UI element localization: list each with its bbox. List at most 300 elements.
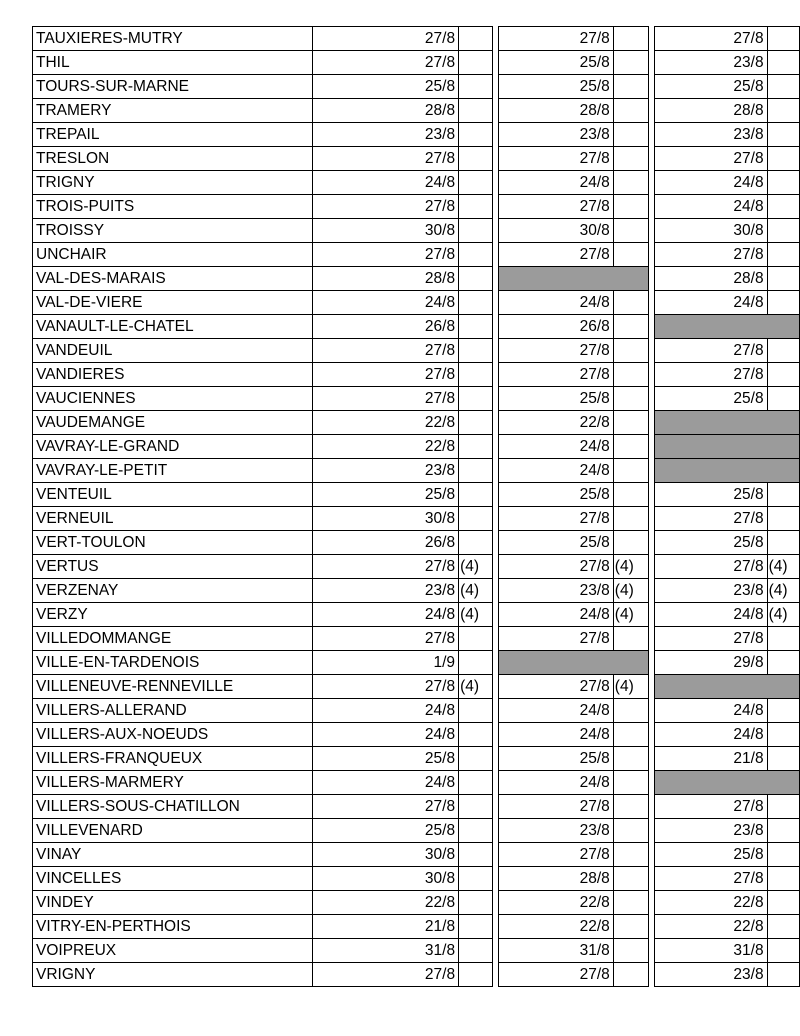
commune-name: VITRY-EN-PERTHOIS bbox=[33, 915, 313, 939]
commune-name: VERZENAY bbox=[33, 579, 313, 603]
table-row bbox=[33, 627, 800, 651]
note-cell-3 bbox=[767, 75, 799, 99]
date-cell-2: 24/8 bbox=[499, 603, 614, 627]
date-cell-1: 27/8 bbox=[313, 147, 459, 171]
note-cell-3 bbox=[767, 939, 799, 963]
table-row bbox=[33, 315, 800, 339]
date-cell-2: 23/8 bbox=[499, 123, 614, 147]
note-cell-2 bbox=[613, 699, 648, 723]
table-row bbox=[33, 51, 800, 75]
date-cell-2: 27/8 bbox=[499, 195, 614, 219]
note-cell-1 bbox=[459, 51, 493, 75]
commune-name: TOURS-SUR-MARNE bbox=[33, 75, 313, 99]
note-cell-3 bbox=[767, 699, 799, 723]
note-cell-3 bbox=[767, 27, 799, 51]
date-cell-2: 22/8 bbox=[499, 915, 614, 939]
note-cell-2 bbox=[613, 75, 648, 99]
note-cell-2 bbox=[613, 195, 648, 219]
note-cell-2 bbox=[613, 747, 648, 771]
date-cell-2: 25/8 bbox=[499, 483, 614, 507]
note-cell-2 bbox=[613, 171, 648, 195]
note-cell-2 bbox=[613, 843, 648, 867]
note-cell-3 bbox=[767, 123, 799, 147]
date-cell-1: 27/8 bbox=[313, 627, 459, 651]
date-cell-3: 27/8 bbox=[654, 627, 767, 651]
date-cell-2: 24/8 bbox=[499, 291, 614, 315]
table-row bbox=[33, 483, 800, 507]
table-row bbox=[33, 963, 800, 987]
commune-name: VANAULT-LE-CHATEL bbox=[33, 315, 313, 339]
date-cell-1: 27/8 bbox=[313, 387, 459, 411]
shaded-cell bbox=[499, 651, 649, 675]
table-row bbox=[33, 771, 800, 795]
date-cell-1: 24/8 bbox=[313, 723, 459, 747]
note-cell-1 bbox=[459, 75, 493, 99]
note-cell-1 bbox=[459, 915, 493, 939]
shaded-cell bbox=[654, 411, 799, 435]
commune-name: VRIGNY bbox=[33, 963, 313, 987]
commune-name: TREPAIL bbox=[33, 123, 313, 147]
date-cell-2: 30/8 bbox=[499, 219, 614, 243]
note-cell-1: (4) bbox=[459, 555, 493, 579]
commune-name: VERZY bbox=[33, 603, 313, 627]
note-cell-3 bbox=[767, 891, 799, 915]
note-cell-1 bbox=[459, 939, 493, 963]
date-cell-1: 21/8 bbox=[313, 915, 459, 939]
date-cell-2: 25/8 bbox=[499, 51, 614, 75]
date-cell-1: 27/8 bbox=[313, 795, 459, 819]
note-cell-2 bbox=[613, 147, 648, 171]
commune-name: VILLENEUVE-RENNEVILLE bbox=[33, 675, 313, 699]
commune-name: UNCHAIR bbox=[33, 243, 313, 267]
note-cell-2 bbox=[613, 627, 648, 651]
date-cell-2: 27/8 bbox=[499, 843, 614, 867]
table-row bbox=[33, 123, 800, 147]
date-cell-3: 22/8 bbox=[654, 891, 767, 915]
commune-name: TROISSY bbox=[33, 219, 313, 243]
note-cell-2 bbox=[613, 99, 648, 123]
note-cell-3 bbox=[767, 99, 799, 123]
commune-name: VAUDEMANGE bbox=[33, 411, 313, 435]
note-cell-1 bbox=[459, 267, 493, 291]
date-cell-2: 25/8 bbox=[499, 387, 614, 411]
date-cell-3: 27/8 bbox=[654, 795, 767, 819]
commune-name: VANDIERES bbox=[33, 363, 313, 387]
note-cell-1 bbox=[459, 339, 493, 363]
table-row bbox=[33, 219, 800, 243]
date-cell-3: 24/8 bbox=[654, 723, 767, 747]
table-row bbox=[33, 459, 800, 483]
commune-name: TRESLON bbox=[33, 147, 313, 171]
note-cell-3 bbox=[767, 795, 799, 819]
date-cell-1: 24/8 bbox=[313, 771, 459, 795]
date-cell-2: 24/8 bbox=[499, 171, 614, 195]
note-cell-3 bbox=[767, 363, 799, 387]
note-cell-1 bbox=[459, 867, 493, 891]
note-cell-3 bbox=[767, 243, 799, 267]
note-cell-1 bbox=[459, 99, 493, 123]
note-cell-2 bbox=[613, 339, 648, 363]
commune-name: VANDEUIL bbox=[33, 339, 313, 363]
date-cell-1: 27/8 bbox=[313, 363, 459, 387]
note-cell-1 bbox=[459, 291, 493, 315]
date-cell-3: 30/8 bbox=[654, 219, 767, 243]
note-cell-3 bbox=[767, 819, 799, 843]
commune-name: VILLEVENARD bbox=[33, 819, 313, 843]
note-cell-3 bbox=[767, 267, 799, 291]
date-cell-1: 31/8 bbox=[313, 939, 459, 963]
date-cell-3: 24/8 bbox=[654, 171, 767, 195]
note-cell-2 bbox=[613, 123, 648, 147]
note-cell-3 bbox=[767, 963, 799, 987]
table-row bbox=[33, 579, 800, 603]
note-cell-3 bbox=[767, 339, 799, 363]
date-cell-1: 25/8 bbox=[313, 819, 459, 843]
table-row bbox=[33, 819, 800, 843]
note-cell-2 bbox=[613, 795, 648, 819]
date-cell-3: 23/8 bbox=[654, 819, 767, 843]
date-cell-2: 27/8 bbox=[499, 675, 614, 699]
note-cell-2: (4) bbox=[613, 675, 648, 699]
note-cell-2 bbox=[613, 411, 648, 435]
date-cell-1: 30/8 bbox=[313, 507, 459, 531]
date-cell-2: 27/8 bbox=[499, 507, 614, 531]
date-cell-3: 28/8 bbox=[654, 99, 767, 123]
date-cell-2: 27/8 bbox=[499, 555, 614, 579]
note-cell-2 bbox=[613, 963, 648, 987]
date-cell-1: 24/8 bbox=[313, 699, 459, 723]
table-row bbox=[33, 147, 800, 171]
table-row bbox=[33, 411, 800, 435]
table-row bbox=[33, 363, 800, 387]
date-cell-3: 27/8 bbox=[654, 555, 767, 579]
note-cell-3 bbox=[767, 291, 799, 315]
note-cell-1 bbox=[459, 843, 493, 867]
date-cell-3: 27/8 bbox=[654, 27, 767, 51]
note-cell-1: (4) bbox=[459, 675, 493, 699]
table-row bbox=[33, 651, 800, 675]
note-cell-2 bbox=[613, 939, 648, 963]
date-cell-3: 27/8 bbox=[654, 507, 767, 531]
note-cell-2 bbox=[613, 51, 648, 75]
note-cell-1 bbox=[459, 219, 493, 243]
note-cell-3 bbox=[767, 51, 799, 75]
note-cell-2 bbox=[613, 915, 648, 939]
date-cell-3: 25/8 bbox=[654, 387, 767, 411]
table-row bbox=[33, 915, 800, 939]
table-row bbox=[33, 387, 800, 411]
commune-name: VENTEUIL bbox=[33, 483, 313, 507]
note-cell-2 bbox=[613, 459, 648, 483]
table-row bbox=[33, 603, 800, 627]
date-cell-1: 23/8 bbox=[313, 579, 459, 603]
date-cell-3: 23/8 bbox=[654, 51, 767, 75]
note-cell-1 bbox=[459, 531, 493, 555]
table-row bbox=[33, 867, 800, 891]
commune-name: VILLERS-SOUS-CHATILLON bbox=[33, 795, 313, 819]
note-cell-3 bbox=[767, 747, 799, 771]
date-cell-1: 27/8 bbox=[313, 51, 459, 75]
note-cell-1 bbox=[459, 123, 493, 147]
commune-name: VILLERS-MARMERY bbox=[33, 771, 313, 795]
note-cell-2 bbox=[613, 315, 648, 339]
date-cell-3: 23/8 bbox=[654, 963, 767, 987]
date-cell-3: 27/8 bbox=[654, 243, 767, 267]
commune-name: VILLERS-AUX-NOEUDS bbox=[33, 723, 313, 747]
note-cell-3 bbox=[767, 627, 799, 651]
table-row bbox=[33, 555, 800, 579]
date-cell-3: 25/8 bbox=[654, 483, 767, 507]
note-cell-1 bbox=[459, 795, 493, 819]
date-cell-3: 28/8 bbox=[654, 267, 767, 291]
date-cell-1: 27/8 bbox=[313, 339, 459, 363]
note-cell-1 bbox=[459, 411, 493, 435]
date-cell-2: 27/8 bbox=[499, 27, 614, 51]
table-row bbox=[33, 195, 800, 219]
date-cell-1: 26/8 bbox=[313, 531, 459, 555]
date-cell-2: 24/8 bbox=[499, 699, 614, 723]
table-row bbox=[33, 75, 800, 99]
date-cell-1: 27/8 bbox=[313, 555, 459, 579]
note-cell-2 bbox=[613, 27, 648, 51]
note-cell-1 bbox=[459, 315, 493, 339]
date-cell-1: 24/8 bbox=[313, 603, 459, 627]
date-cell-2: 27/8 bbox=[499, 795, 614, 819]
commune-name: VINAY bbox=[33, 843, 313, 867]
note-cell-2 bbox=[613, 243, 648, 267]
date-cell-3: 27/8 bbox=[654, 867, 767, 891]
note-cell-1 bbox=[459, 723, 493, 747]
note-cell-1 bbox=[459, 891, 493, 915]
commune-name: VAL-DE-VIERE bbox=[33, 291, 313, 315]
table-row bbox=[33, 435, 800, 459]
date-cell-1: 27/8 bbox=[313, 195, 459, 219]
date-cell-2: 27/8 bbox=[499, 963, 614, 987]
note-cell-2 bbox=[613, 219, 648, 243]
date-cell-3: 25/8 bbox=[654, 531, 767, 555]
commune-name: TROIS-PUITS bbox=[33, 195, 313, 219]
note-cell-1 bbox=[459, 627, 493, 651]
note-cell-2 bbox=[613, 363, 648, 387]
date-cell-1: 26/8 bbox=[313, 315, 459, 339]
date-cell-2: 27/8 bbox=[499, 339, 614, 363]
date-cell-3: 24/8 bbox=[654, 195, 767, 219]
commune-name: TRAMERY bbox=[33, 99, 313, 123]
commune-name: VAVRAY-LE-GRAND bbox=[33, 435, 313, 459]
date-cell-1: 27/8 bbox=[313, 243, 459, 267]
table-row bbox=[33, 27, 800, 51]
date-cell-1: 22/8 bbox=[313, 435, 459, 459]
commune-name: VILLERS-FRANQUEUX bbox=[33, 747, 313, 771]
note-cell-3 bbox=[767, 867, 799, 891]
note-cell-3 bbox=[767, 507, 799, 531]
date-cell-1: 24/8 bbox=[313, 291, 459, 315]
table-row bbox=[33, 843, 800, 867]
date-cell-1: 28/8 bbox=[313, 267, 459, 291]
note-cell-2 bbox=[613, 531, 648, 555]
date-cell-1: 28/8 bbox=[313, 99, 459, 123]
table-row bbox=[33, 339, 800, 363]
commune-name: VAUCIENNES bbox=[33, 387, 313, 411]
commune-name: VERT-TOULON bbox=[33, 531, 313, 555]
date-cell-2: 22/8 bbox=[499, 891, 614, 915]
note-cell-3 bbox=[767, 651, 799, 675]
note-cell-3 bbox=[767, 171, 799, 195]
date-cell-1: 23/8 bbox=[313, 123, 459, 147]
note-cell-1 bbox=[459, 651, 493, 675]
date-cell-2: 27/8 bbox=[499, 243, 614, 267]
date-cell-2: 25/8 bbox=[499, 531, 614, 555]
date-cell-1: 27/8 bbox=[313, 27, 459, 51]
date-cell-3: 29/8 bbox=[654, 651, 767, 675]
note-cell-2 bbox=[613, 291, 648, 315]
shaded-cell bbox=[654, 675, 799, 699]
date-cell-1: 30/8 bbox=[313, 867, 459, 891]
note-cell-3 bbox=[767, 483, 799, 507]
date-cell-3: 24/8 bbox=[654, 603, 767, 627]
date-cell-2: 24/8 bbox=[499, 435, 614, 459]
note-cell-3: (4) bbox=[767, 555, 799, 579]
date-cell-3: 27/8 bbox=[654, 363, 767, 387]
date-cell-3: 25/8 bbox=[654, 75, 767, 99]
date-cell-2: 24/8 bbox=[499, 771, 614, 795]
commune-name: VINDEY bbox=[33, 891, 313, 915]
table-row bbox=[33, 267, 800, 291]
date-cell-1: 24/8 bbox=[313, 171, 459, 195]
date-cell-3: 21/8 bbox=[654, 747, 767, 771]
note-cell-1 bbox=[459, 963, 493, 987]
note-cell-2 bbox=[613, 771, 648, 795]
date-cell-1: 22/8 bbox=[313, 891, 459, 915]
note-cell-2: (4) bbox=[613, 555, 648, 579]
table-row bbox=[33, 99, 800, 123]
note-cell-3 bbox=[767, 147, 799, 171]
date-cell-1: 25/8 bbox=[313, 483, 459, 507]
note-cell-3 bbox=[767, 219, 799, 243]
date-cell-3: 27/8 bbox=[654, 147, 767, 171]
table-row bbox=[33, 531, 800, 555]
date-cell-3: 31/8 bbox=[654, 939, 767, 963]
note-cell-1 bbox=[459, 747, 493, 771]
note-cell-3 bbox=[767, 531, 799, 555]
note-cell-2 bbox=[613, 819, 648, 843]
note-cell-2 bbox=[613, 867, 648, 891]
note-cell-2: (4) bbox=[613, 603, 648, 627]
date-cell-2: 22/8 bbox=[499, 411, 614, 435]
note-cell-3: (4) bbox=[767, 603, 799, 627]
note-cell-3 bbox=[767, 387, 799, 411]
note-cell-2 bbox=[613, 387, 648, 411]
date-cell-2: 23/8 bbox=[499, 819, 614, 843]
note-cell-1 bbox=[459, 699, 493, 723]
note-cell-1 bbox=[459, 819, 493, 843]
note-cell-3 bbox=[767, 723, 799, 747]
date-cell-1: 30/8 bbox=[313, 219, 459, 243]
note-cell-2 bbox=[613, 483, 648, 507]
table-row bbox=[33, 747, 800, 771]
commune-name: THIL bbox=[33, 51, 313, 75]
note-cell-1 bbox=[459, 771, 493, 795]
commune-name: VILLEDOMMANGE bbox=[33, 627, 313, 651]
table-row bbox=[33, 699, 800, 723]
note-cell-2 bbox=[613, 891, 648, 915]
table-row bbox=[33, 723, 800, 747]
date-cell-2: 31/8 bbox=[499, 939, 614, 963]
date-cell-2: 27/8 bbox=[499, 363, 614, 387]
date-cell-3: 24/8 bbox=[654, 291, 767, 315]
shaded-cell bbox=[654, 435, 799, 459]
date-cell-2: 25/8 bbox=[499, 747, 614, 771]
note-cell-1 bbox=[459, 171, 493, 195]
date-cell-2: 23/8 bbox=[499, 579, 614, 603]
shaded-cell bbox=[654, 771, 799, 795]
harvest-dates-table bbox=[32, 26, 800, 987]
table-row bbox=[33, 891, 800, 915]
date-cell-2: 28/8 bbox=[499, 867, 614, 891]
note-cell-2 bbox=[613, 507, 648, 531]
date-cell-3: 24/8 bbox=[654, 699, 767, 723]
commune-name: VILLE-EN-TARDENOIS bbox=[33, 651, 313, 675]
commune-name: TRIGNY bbox=[33, 171, 313, 195]
date-cell-2: 26/8 bbox=[499, 315, 614, 339]
note-cell-1 bbox=[459, 483, 493, 507]
table-row bbox=[33, 291, 800, 315]
commune-name: TAUXIERES-MUTRY bbox=[33, 27, 313, 51]
date-cell-2: 27/8 bbox=[499, 147, 614, 171]
note-cell-1 bbox=[459, 195, 493, 219]
date-cell-2: 25/8 bbox=[499, 75, 614, 99]
date-cell-2: 24/8 bbox=[499, 723, 614, 747]
date-cell-3: 22/8 bbox=[654, 915, 767, 939]
date-cell-1: 23/8 bbox=[313, 459, 459, 483]
date-cell-1: 22/8 bbox=[313, 411, 459, 435]
commune-name: VERNEUIL bbox=[33, 507, 313, 531]
table-row bbox=[33, 675, 800, 699]
table-row bbox=[33, 507, 800, 531]
date-cell-2: 28/8 bbox=[499, 99, 614, 123]
note-cell-1 bbox=[459, 363, 493, 387]
note-cell-2 bbox=[613, 723, 648, 747]
table-row bbox=[33, 795, 800, 819]
note-cell-1 bbox=[459, 507, 493, 531]
shaded-cell bbox=[654, 315, 799, 339]
date-cell-2: 27/8 bbox=[499, 627, 614, 651]
note-cell-1: (4) bbox=[459, 579, 493, 603]
commune-name: VINCELLES bbox=[33, 867, 313, 891]
note-cell-2: (4) bbox=[613, 579, 648, 603]
note-cell-3: (4) bbox=[767, 579, 799, 603]
date-cell-1: 27/8 bbox=[313, 675, 459, 699]
table-row bbox=[33, 171, 800, 195]
date-cell-1: 1/9 bbox=[313, 651, 459, 675]
shaded-cell bbox=[499, 267, 649, 291]
note-cell-2 bbox=[613, 435, 648, 459]
note-cell-1 bbox=[459, 435, 493, 459]
date-cell-1: 25/8 bbox=[313, 747, 459, 771]
note-cell-1 bbox=[459, 387, 493, 411]
table-row bbox=[33, 939, 800, 963]
note-cell-1: (4) bbox=[459, 603, 493, 627]
date-cell-1: 30/8 bbox=[313, 843, 459, 867]
date-cell-3: 25/8 bbox=[654, 843, 767, 867]
date-cell-1: 25/8 bbox=[313, 75, 459, 99]
commune-name: VOIPREUX bbox=[33, 939, 313, 963]
date-cell-3: 27/8 bbox=[654, 339, 767, 363]
commune-name: VILLERS-ALLERAND bbox=[33, 699, 313, 723]
commune-name: VAVRAY-LE-PETIT bbox=[33, 459, 313, 483]
note-cell-1 bbox=[459, 243, 493, 267]
note-cell-3 bbox=[767, 915, 799, 939]
